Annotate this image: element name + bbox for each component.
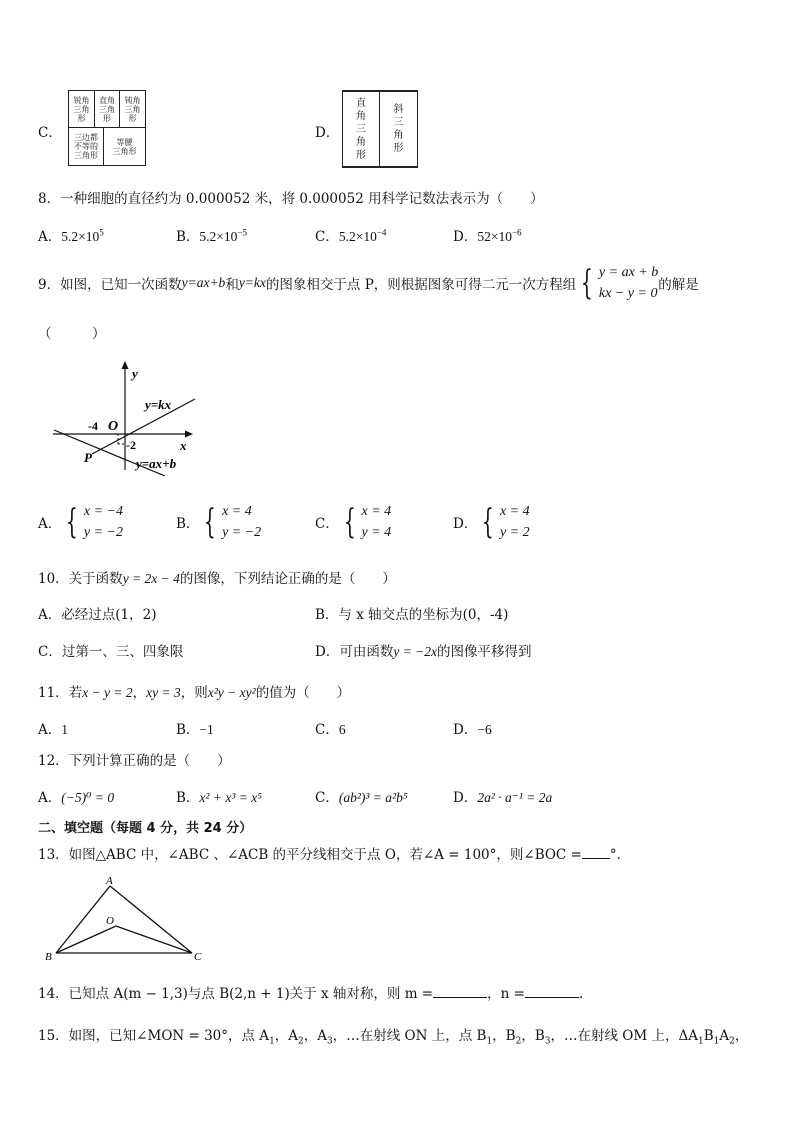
q15-stem-part: ，…在射线 ON 上，点 B [332, 1028, 487, 1044]
cell-line: 角 [393, 130, 404, 141]
option-value: 6 [338, 722, 346, 737]
q9-stem-part: 和 [225, 277, 239, 293]
q11-stem-part: 的值为（ ） [255, 685, 351, 701]
option-label: B． [176, 229, 200, 245]
q12-option-d [453, 786, 552, 806]
section-heading: 二、填空题（每题 4 分，共 24 分） [38, 821, 253, 836]
q9-function-1: y=ax+b [181, 275, 226, 290]
q9-option-b [176, 501, 261, 543]
system-row: x = 4 [361, 504, 392, 519]
option-label: B． [176, 516, 200, 532]
q7-c-cell-scalene [69, 128, 104, 165]
option-label: D． [453, 229, 478, 245]
origin-label: O [108, 419, 119, 434]
cell-line: 三角 [99, 104, 115, 114]
q11-option-a [38, 718, 68, 738]
q11-option-b [176, 718, 214, 738]
cell-line: 不等的 [74, 142, 98, 151]
cell-line: 三边都 [74, 133, 98, 142]
q11-condition-1: x − y = 2 [82, 685, 133, 700]
segment-bo [56, 926, 116, 953]
q11-stem-part: 11．若 [38, 685, 83, 701]
option-system [199, 501, 261, 543]
option-label: D． [453, 790, 478, 806]
q10-option-b: B．与 x 轴交点的坐标为(0，-4) [315, 607, 509, 623]
cell-line: 直 [356, 97, 366, 109]
q7-option-d-diagram [342, 90, 418, 168]
q10-stem-part: 10．关于函数 [38, 571, 123, 587]
y-axis-arrow [122, 361, 129, 369]
q7-c-cell-isosceles [104, 128, 145, 165]
option-value: 1 [61, 722, 68, 737]
q11-option-d [453, 718, 492, 738]
subscript: 2 [298, 1036, 304, 1047]
subscript: 3 [327, 1036, 333, 1047]
option-label: C． [315, 790, 339, 806]
option-function: y = −2x [393, 644, 438, 659]
option-system [61, 501, 123, 543]
system-row: x = −4 [83, 504, 123, 519]
q11-stem-part: ，则 [180, 685, 208, 701]
vertex-a-label: A [106, 875, 113, 887]
option-system [477, 501, 529, 543]
q14-n-blank[interactable] [525, 997, 579, 998]
q7-c-cell-obtuse [120, 91, 145, 128]
option-label: A． [38, 516, 62, 532]
option-base: 5.2×10 [61, 229, 100, 244]
option-label: A． [38, 229, 62, 245]
option-expression: (−5)⁰ = 0 [61, 790, 115, 805]
cell-line: 角 [356, 136, 366, 148]
q11-option-c [315, 718, 346, 738]
q11-condition-2: xy = 3 [146, 685, 181, 700]
brace: { [482, 502, 495, 542]
q8-option-d [453, 225, 522, 245]
cell-line: 三 [356, 123, 366, 135]
cell-line: 钝角 [124, 95, 141, 105]
q8-option-a [38, 225, 104, 245]
cell-line: 形 [128, 113, 137, 123]
option-label: C． [315, 722, 339, 738]
q15-stem-part: ，B [492, 1028, 516, 1044]
subscript: 1 [713, 1036, 720, 1047]
option-expression: x² + x³ = x⁵ [199, 790, 262, 805]
q15-stem-part: ， [734, 1028, 749, 1044]
q7-option-c-label: C． [38, 125, 62, 141]
cell-line: 三角形 [112, 146, 137, 156]
option-value: −1 [199, 722, 214, 737]
q15-stem-part: 15．如图，已知∠MON = 30°，点 A [38, 1028, 270, 1044]
q15-stem-part: A [719, 1028, 730, 1044]
subscript: 2 [729, 1036, 735, 1047]
vertex-b-label: B [45, 951, 52, 963]
q10-stem-part: 的图像，下列结论正确的是（ ） [179, 571, 396, 587]
cell-line: 三角 [73, 104, 90, 114]
point-o-label: O [106, 915, 114, 927]
option-base: 5.2×10 [199, 229, 238, 244]
q7-option-d-label: D． [315, 125, 340, 141]
brace: { [66, 502, 79, 542]
q11-stem [38, 681, 350, 701]
option-value: −6 [477, 722, 492, 737]
cell-line: 三 [393, 117, 404, 128]
y-axis-label: y [132, 366, 138, 381]
q9-function-2: y=kx [238, 275, 266, 290]
q9-answer-paren: （ ） [38, 326, 106, 342]
q7-option-c-diagram [68, 90, 146, 166]
q15-stem-part: ，A [303, 1028, 328, 1044]
q10-option-a: A．必经过点(1，2) [38, 607, 157, 623]
tick-y-label: -2 [126, 438, 136, 452]
point-p-label: P [84, 450, 92, 465]
cell-line: 形 [103, 113, 111, 123]
q10-option-d [315, 640, 532, 660]
cell-line: 形 [77, 113, 86, 123]
q9-stem-part: 的解是 [658, 277, 699, 293]
q13-triangle-diagram [40, 874, 210, 966]
cell-line: 三角 [124, 104, 141, 114]
q9-equation-system [576, 262, 658, 304]
q9-stem [38, 262, 699, 304]
cell-line: 形 [393, 143, 404, 154]
q12-option-a [38, 786, 114, 806]
q12-stem: 12．下列计算正确的是（ ） [38, 753, 231, 769]
q15-stem-part: ，…在射线 OM 上，ΔA [550, 1028, 698, 1044]
q14-stem-part: ，n = [487, 986, 525, 1002]
brace: { [581, 263, 594, 303]
q8-option-b [176, 225, 247, 245]
option-base: 52×10 [477, 229, 512, 244]
q13-stem [38, 843, 630, 863]
option-exp: −6 [511, 227, 522, 238]
x-axis-arrow [185, 431, 193, 438]
system-row: kx − y = 0 [598, 286, 658, 301]
line-y-kx-label: y=kx [145, 397, 172, 412]
option-label: C． [315, 229, 339, 245]
cell-line: 锐角 [73, 95, 90, 105]
q13-stem-part: 13．如图△ABC 中，∠ABC 、∠ACB 的平分线相交于点 O，若∠A = 100°，则∠BOC = [38, 847, 582, 863]
q10-option-c: C．过第一、三、四象限 [38, 644, 184, 660]
option-label: D． [453, 516, 478, 532]
option-exp: −5 [237, 227, 247, 238]
cell-line: 等腰 [116, 137, 133, 147]
option-system [339, 501, 391, 543]
system-row: x = 4 [499, 504, 530, 519]
system-row: y = −2 [222, 525, 262, 540]
q9-graph [50, 358, 200, 476]
system-row: x = 4 [222, 504, 252, 519]
segment-oc [116, 926, 192, 953]
cell-line: 直角 [99, 95, 115, 105]
option-label: D． [453, 722, 478, 738]
q10-stem [38, 567, 396, 587]
option-exp: −4 [376, 227, 387, 238]
q15-stem-part: ，B [521, 1028, 545, 1044]
q9-stem-part: 9．如图，已知一次函数 [38, 277, 182, 293]
option-label: A． [38, 722, 62, 738]
q9-stem-part: 的图象相交于点 P，则根据图象可得二元一次方程组 [265, 277, 577, 293]
q15-stem-part: ，A [274, 1028, 299, 1044]
q14-stem-part: . [578, 986, 584, 1002]
q11-stem-part: ， [132, 685, 147, 701]
subscript: 1 [486, 1036, 493, 1047]
q7-c-cell-acute [69, 91, 95, 128]
x-axis-label: x [180, 438, 187, 453]
q13-answer-blank[interactable] [582, 858, 610, 859]
cell-line: 形 [356, 149, 366, 161]
q9-option-a [38, 501, 123, 543]
subscript: 1 [697, 1036, 704, 1047]
q10-function: y = 2x − 4 [122, 571, 180, 586]
system-row: y = −2 [83, 525, 123, 540]
subscript: 2 [515, 1036, 522, 1047]
q14-m-blank[interactable] [433, 997, 487, 998]
vertex-c-label: C [194, 951, 202, 963]
option-label: B． [176, 722, 200, 738]
side-ac [110, 886, 192, 953]
brace: { [343, 502, 356, 542]
side-ab [56, 886, 110, 953]
system-row: y = ax + b [598, 265, 659, 280]
tick-x-label: -4 [88, 419, 98, 433]
option-expression: 2a² · a⁻¹ = 2a [477, 790, 553, 805]
q9-option-c [315, 501, 391, 543]
q15-stem-part: B [703, 1028, 714, 1044]
q8-option-c [315, 225, 386, 245]
brace: { [204, 502, 217, 542]
option-exp: 5 [99, 227, 104, 238]
system-row: y = 4 [361, 525, 392, 540]
q12-option-c [315, 786, 408, 806]
subscript: 3 [544, 1036, 551, 1047]
q11-expression: x²y − xy² [207, 685, 256, 700]
system-row: y = 2 [499, 525, 530, 540]
q14-stem [38, 982, 583, 1002]
q14-stem-part: 14．已知点 A(m − 1,3)与点 B(2,n + 1)关于 x 轴对称，则 m = [38, 986, 434, 1002]
q7-c-cell-right [95, 91, 120, 128]
cell-line: 三角形 [74, 151, 98, 160]
q7-d-cell-oblique [380, 92, 417, 166]
option-base: 5.2×10 [338, 229, 377, 244]
cell-line: 角 [356, 110, 366, 122]
q13-stem-part: °． [609, 847, 631, 863]
cell-line: 斜 [393, 104, 404, 115]
option-text: D．可由函数 [315, 644, 394, 660]
q7-d-cell-right [343, 92, 380, 166]
q9-option-d [453, 501, 530, 543]
option-expression: (ab²)³ = a²b⁵ [338, 790, 408, 805]
line-y-ax-b-label: y=ax+b [136, 456, 177, 471]
subscript: 1 [269, 1036, 275, 1047]
q15-stem [38, 1024, 748, 1047]
option-text: 的图像平移得到 [437, 644, 532, 660]
q12-option-b [176, 786, 262, 806]
option-label: C． [315, 516, 339, 532]
option-label: B． [176, 790, 200, 806]
option-label: A． [38, 790, 62, 806]
q8-stem: 8．一种细胞的直径约为 0.000052 米，将 0.000052 用科学记数法表示为（ ） [38, 191, 544, 207]
